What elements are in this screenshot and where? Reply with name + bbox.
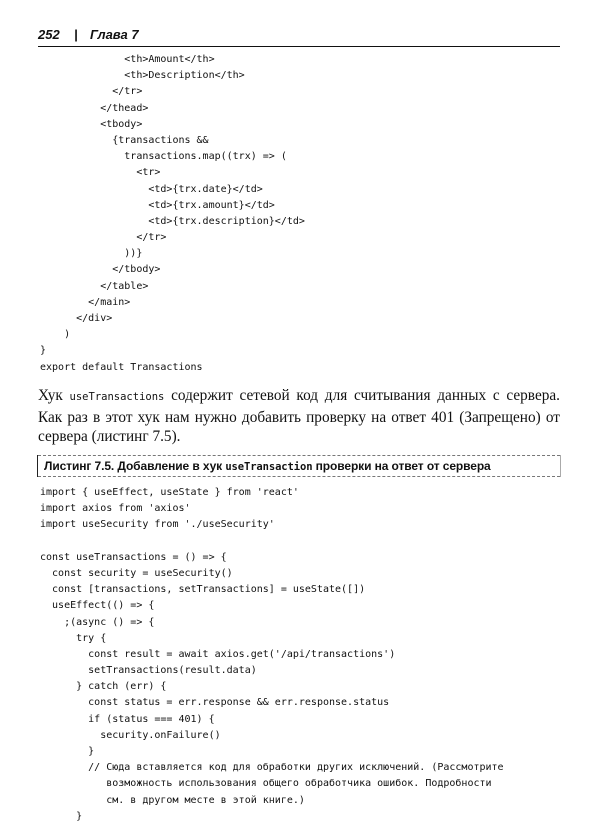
- code-line: </tr>: [40, 232, 167, 244]
- code-line: } catch (err) {: [40, 681, 167, 693]
- code-line: const result = await axios.get('/api/transactions'): [40, 648, 396, 660]
- chapter-title: Глава 7: [90, 27, 139, 42]
- code-line: import axios from 'axios': [40, 503, 191, 515]
- code-line: см. в другом месте в этой книге.): [40, 794, 305, 806]
- code-line: {transactions &&: [40, 134, 209, 146]
- code-line: ))}: [40, 248, 143, 260]
- code-line: }: [40, 345, 47, 357]
- code-line: <th>Description</th>: [40, 70, 245, 82]
- code-line: useEffect(() => {: [40, 600, 155, 612]
- code-line: export default Transactions: [40, 361, 203, 373]
- code-line: <th>Amount</th>: [40, 54, 215, 65]
- code-line: <td>{trx.amount}</td>: [40, 199, 275, 211]
- caption-bottom-rule: [38, 476, 560, 477]
- caption-prefix: Листинг 7.5. Добавление в хук: [44, 459, 226, 473]
- page-number: 252: [38, 27, 60, 42]
- inline-code-hook: useTransactions: [69, 391, 165, 403]
- code-line: <td>{trx.description}</td>: [40, 215, 305, 227]
- code-listing: [40, 485, 504, 825]
- code-block-top: [40, 52, 305, 376]
- code-line: ): [40, 329, 71, 341]
- code-line: </thead>: [40, 102, 149, 114]
- code-line: // Сюда вставляется код для обработки других исключений. (Рассмотрите: [40, 762, 504, 774]
- code-line: ;(async () => {: [40, 616, 155, 628]
- paragraph-part2: содержит сетевой код для считывания данных с сервера. Как раз в этот хук нам нужно добавить проверку на ответ 401 (Запрещено) от сервера (листинг 7.5).: [38, 387, 560, 445]
- code-line: setTransactions(result.data): [40, 665, 257, 677]
- body-paragraph: [38, 386, 560, 447]
- code-line: <td>{trx.date}</td>: [40, 183, 263, 195]
- code-line: </table>: [40, 280, 149, 292]
- code-line: import { useEffect, useState } from 'react': [40, 487, 299, 498]
- code-line: <tr>: [40, 167, 161, 179]
- code-line: </tbody>: [40, 264, 161, 276]
- code-line: const [transactions, setTransactions] = useState([]): [40, 584, 366, 596]
- header-separator: |: [74, 27, 78, 42]
- paragraph-part1: Хук: [38, 387, 70, 404]
- page-header: [38, 24, 560, 47]
- code-line: if (status === 401) {: [40, 713, 215, 725]
- code-line: }: [40, 746, 95, 757]
- listing-caption-text: [44, 459, 491, 473]
- code-line: </div>: [40, 313, 113, 324]
- code-line: }: [40, 810, 83, 822]
- code-line: </main>: [40, 296, 131, 308]
- caption-code: useTransaction: [225, 461, 313, 473]
- code-line: try {: [40, 632, 107, 644]
- code-line: transactions.map((trx) => (: [40, 151, 287, 163]
- code-line: <tbody>: [40, 118, 143, 130]
- caption-suffix: проверки на ответ от сервера: [312, 459, 491, 473]
- listing-caption: [37, 455, 561, 477]
- code-line: import useSecurity from './useSecurity': [40, 519, 275, 531]
- code-line: security.onFailure(): [40, 729, 221, 741]
- code-line: const useTransactions = () => {: [40, 551, 227, 563]
- code-line: возможность использования общего обработчика ошибок. Подробности: [40, 778, 492, 790]
- code-line: const status = err.response && err.response.status: [40, 697, 390, 709]
- code-line: </tr>: [40, 86, 143, 98]
- code-line: [40, 534, 504, 550]
- caption-top-rule: [38, 455, 560, 456]
- code-line: const security = useSecurity(): [40, 567, 233, 579]
